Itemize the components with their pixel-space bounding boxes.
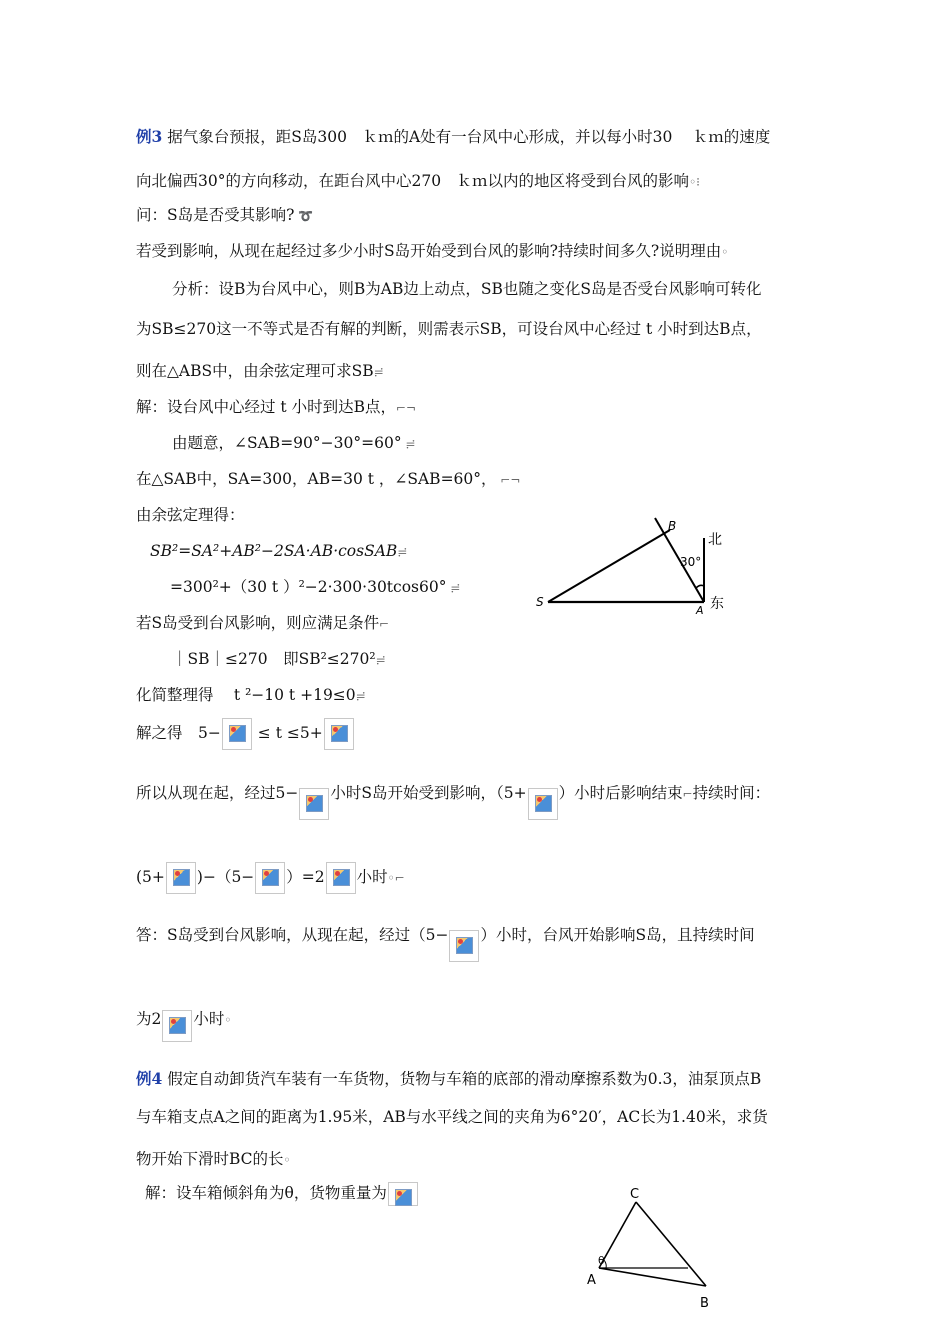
broken-image-icon [449, 930, 479, 962]
ex3-analysis-3-text: 则在△ABS中，由余弦定理可求SB [136, 362, 374, 380]
ex4-paragraph-1 [136, 1068, 761, 1090]
ex3-solution-3-text: 在△SAB中，SA=300，AB=30 t ，∠SAB=60°， [136, 470, 497, 488]
ex3-solution-1: 解：设台风中心经过 t 小时到达B点，⌐¬ [136, 398, 417, 416]
segment-cb [636, 1202, 706, 1286]
ex3-solution-4-text: 由余弦定理得： [136, 506, 245, 524]
ex3-solution-2-text: 由题意，∠SAB=90°−30°=60° [172, 434, 402, 452]
ex3-label: 例3 [136, 127, 163, 146]
ex4-text-3: 物开始下滑时BC的长 [136, 1150, 284, 1168]
label-east: 东 [710, 596, 724, 612]
ex3-analysis-2-text: 为SB≤270这一不等式是否有解的判断，则需表示SB，可设台风中心经过 t 小时到达B点， [136, 320, 762, 338]
ex3-s12-part-a: (5+ [136, 868, 165, 886]
ex3-solution-8: ｜SB｜≤270 即SB²≤270²≓ [172, 650, 386, 668]
broken-image-icon [162, 1010, 192, 1042]
ex3-solution-9: 化简整理得 t ²−10 t +19≤0≓ [136, 686, 366, 704]
broken-image-icon [528, 788, 558, 820]
ex3-s11-part-b: 小时S岛开始受到影响，（5+ [330, 784, 527, 802]
ex4-paragraph-3: 物开始下滑时BC的长◦ [136, 1150, 291, 1168]
angle-arc [696, 585, 704, 588]
ex3-text-2: 向北偏西30°的方向移动，在距台风中心270 ｋｍ以内的地区将受到台风的影响 [136, 172, 690, 190]
ex3-solution-11: 所以从现在起，经过5− 小时S岛开始受到影响，（5+ ）小时后影响结束⌐持续时间： [136, 782, 770, 820]
ex3-solution-6-text: =300²+（30 t ）²−2·300·30tcos60° [170, 578, 447, 596]
ex3-paragraph-1 [136, 126, 770, 148]
paragraph-mark-icon: ◦⁝ [689, 175, 700, 189]
ex3-solution-10 [136, 718, 355, 750]
ex3-question-1-text: 问：S岛是否受其影响? [136, 206, 295, 224]
ex3-answer-2: 为2 小时◦ [136, 1008, 231, 1042]
ex3-s12-part-d: 小时 [356, 868, 388, 886]
label-a: A [587, 1273, 596, 1288]
ex3-solution-1-text: 解：设台风中心经过 t 小时到达B点， [136, 398, 396, 416]
ex4-solution-1 [145, 1182, 419, 1206]
ex3-question-2: 若受到影响，从现在起经过多少小时S岛开始受到台风的影响?持续时间多久?说明理由◦ [136, 242, 729, 260]
ex3-solution-5: SB²=SA²+AB²−2SA·AB·cosSAB≓ [150, 542, 408, 560]
segment-ab [599, 1268, 706, 1286]
ex3-solution-12: (5+ )−（5− ）=2 小时◦⌐ [136, 862, 405, 894]
ex3-paragraph-2 [136, 170, 700, 193]
ex3-s11-part-c: ）小时后影响结束 [558, 784, 683, 802]
ex3-s12-part-c: ）=2 [286, 868, 325, 886]
link-mark-icon: ➰ [294, 209, 314, 223]
label-a: A [696, 604, 704, 617]
label-c: C [630, 1187, 640, 1202]
label-s: S [536, 595, 544, 609]
ex3-analysis-1 [172, 278, 762, 300]
ex3-solution-2: 由题意，∠SAB=90°−30°=60° ≓ [172, 434, 416, 452]
ex4-text-2: 与车箱支点A之间的距离为1.95米，AB与水平线之间的夹角为6°20′，AC长为1.40米，求货 [136, 1108, 768, 1126]
segment-sb [548, 530, 670, 602]
ex4-solution-1-text: 解：设车箱倾斜角为θ，货物重量为 [145, 1184, 387, 1202]
broken-image-icon [222, 718, 252, 750]
broken-image-icon [299, 788, 329, 820]
ex4-paragraph-2 [136, 1106, 768, 1128]
ex3-s11-part-d: 持续时间： [692, 784, 771, 802]
broken-image-icon [166, 862, 196, 894]
ex3-analysis-1-text: 分析：设B为台风中心，则B为AB边上动点，SB也随之变化S岛是否受台风影响可转化 [172, 280, 762, 298]
ex4-text-1: 假定自动卸货汽车装有一车货物，货物与车箱的底部的滑动摩擦系数为0.3，油泵顶点B [167, 1070, 762, 1088]
ex3-solution-7: 若S岛受到台风影响，则应满足条件⌐ [136, 614, 390, 632]
truck-bed-figure [580, 1184, 720, 1312]
ex3-solution-9-text: 化简整理得 t ²−10 t +19≤0 [136, 686, 356, 704]
ex3-solution-7-text: 若S岛受到台风影响，则应满足条件 [136, 614, 380, 632]
ex3-analysis-2 [136, 318, 762, 340]
ex3-s10-part-b: ≤ t ≤5+ [257, 724, 323, 742]
ex3-answer-part-a: 答：S岛受到台风影响，从现在起，经过（5− [136, 926, 449, 944]
typhoon-figure [530, 514, 730, 618]
label-angle: 30° [680, 555, 702, 569]
broken-image-icon [324, 718, 354, 750]
ex3-analysis-3: 则在△ABS中，由余弦定理可求SB≓ [136, 362, 384, 380]
ex3-s12-part-b: )−（5− [196, 868, 255, 886]
broken-image-icon [326, 862, 356, 894]
ex3-s10-part-a: 解之得 5− [136, 724, 221, 742]
label-theta: θ [598, 1254, 605, 1267]
ex3-solution-5-text: SB²=SA²+AB²−2SA·AB·cosSAB [150, 542, 398, 560]
ex3-text-1: 据气象台预报，距S岛300 ｋｍ的A处有一台风中心形成，并以每小时30 ｋｍ的速度 [167, 128, 771, 146]
ex3-answer-1 [136, 924, 755, 962]
ex3-answer2-part-b: 小时 [193, 1010, 225, 1028]
ex3-question-1 [136, 204, 313, 227]
label-b: B [668, 519, 677, 533]
ex4-label: 例4 [136, 1069, 163, 1088]
ex3-solution-8-text: ｜SB｜≤270 即SB²≤270² [172, 650, 376, 668]
ex3-s11-part-a: 所以从现在起，经过5− [136, 784, 299, 802]
label-north: 北 [708, 532, 722, 548]
label-b: B [700, 1296, 709, 1311]
ex3-solution-6: =300²+（30 t ）²−2·300·30tcos60° ≓ [170, 578, 461, 596]
ex3-question-2-text: 若受到影响，从现在起经过多少小时S岛开始受到台风的影响?持续时间多久?说明理由 [136, 242, 722, 260]
broken-image-icon [255, 862, 285, 894]
ex3-answer2-part-a: 为2 [136, 1010, 162, 1028]
ex3-solution-3: 在△SAB中，SA=300，AB=30 t ，∠SAB=60°， ⌐¬ [136, 470, 521, 488]
broken-image-icon [388, 1182, 418, 1206]
ex3-solution-4 [136, 504, 245, 526]
ex3-answer-part-b: ）小时，台风开始影响S岛，且持续时间 [480, 926, 755, 944]
